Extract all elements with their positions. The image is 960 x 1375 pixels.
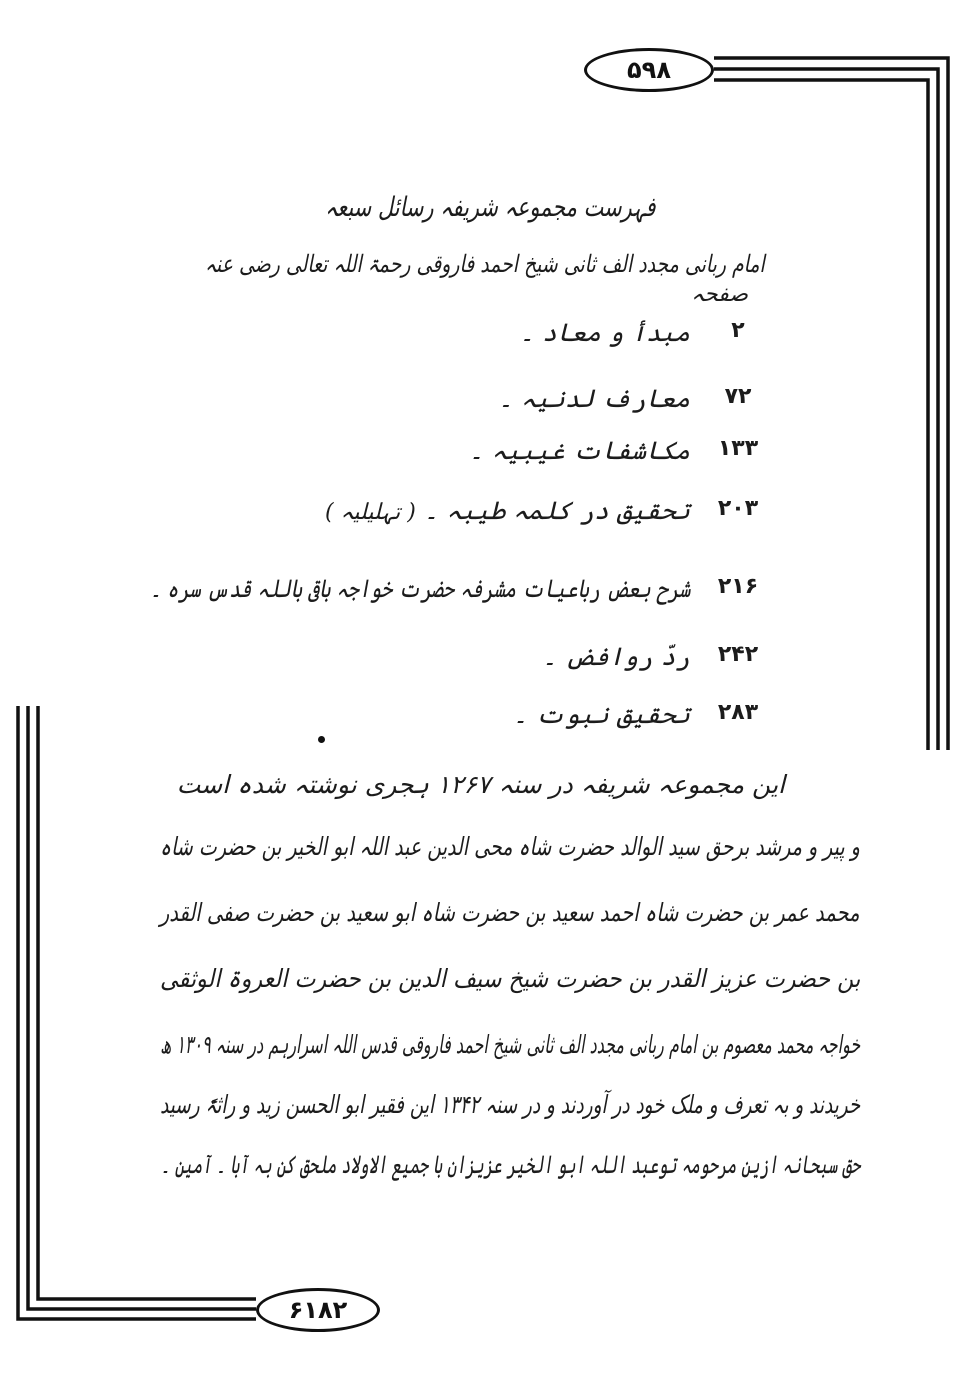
toc-row [148,574,768,610]
ink-dot [318,736,325,743]
toc-title: تحقیق نبوت ۔ [512,700,690,729]
toc-page-number: ۲ [731,318,745,343]
colophon-line: حق سبحانہ ازین مرحومہ توعبد اللہ ابو الخیر عزیزان با جمیع الاولاد ملحق کن بہ آبا ۔ آمین ۔ [160,1150,860,1179]
page-column-label: صفحہ [691,282,748,307]
toc-page-number: ۲۱۶ [717,574,759,599]
toc-page-number: ۲۰۳ [717,496,759,521]
toc-title: ردّ روافض ۔ [542,642,690,671]
toc-title [325,496,690,525]
index-title: فہرست مجموعہ شریفہ رسائل سبعہ [324,192,655,223]
colophon-line: این مجموعہ شریفہ در سنہ ۱۲۶۷ ہجری نوشتہ شدہ است [176,770,785,799]
toc-row [208,642,768,678]
author-subtitle: امام ربانی مجدد الف ثانی شیخ احمد فاروقی رحمۃ اللہ تعالی رضی عنہ [205,250,765,278]
colophon-line: خریدند و بہ تعرف و ملک خود در آوردند و در سنہ ۱۳۴۲ این فقیر ابو الحسن زید و راثۃً رسید [159,1090,860,1119]
toc-row [208,436,768,472]
toc-page-number: ۷۲ [724,384,752,409]
colophon-line: محمد عمر بن حضرت شاہ احمد سعید بن حضرت شاہ ابو سعید بن حضرت صفی القدر [160,898,860,927]
toc-row [208,384,768,420]
colophon-line: بن حضرت عزیز القدر بن حضرت شیخ سیف الدین بن حضرت العروۃ الوثقی [159,964,860,993]
toc-title: مکاشفات غیبیہ ۔ [469,436,690,465]
toc-row [208,700,768,736]
toc-page-number: ۲۸۳ [717,700,759,725]
toc-title-text: تحقیق در کلمہ طیبہ ۔ [423,496,690,525]
toc-page-number: ۲۴۲ [717,642,759,667]
top-page-number: ۵۹۸ [584,48,714,92]
toc-page-number: ۱۳۳ [717,436,759,461]
toc-title: معارف لدنیہ ۔ [498,384,690,413]
colophon-line: خواجہ محمد معصوم بن امام ربانی مجدد الف ثانی شیخ احمد فاروقی قدس اللہ اسرارہم در سنہ ۱۳۰۹ ھ [159,1030,861,1059]
toc-row [208,318,768,354]
colophon-line: و پیر و مرشد برحق سید الوالد حضرت شاہ محی الدین عبد اللہ ابو الخیر بن حضرت شاہ [160,832,860,861]
toc-row [168,496,768,532]
toc-title: شرح بعض رباعیات مشرفہ حضرت خواجہ باقی باللہ قدس سرہ ۔ [149,574,690,603]
toc-title-note: ( تہلیلیہ ) [324,500,416,525]
bottom-page-number: ۶۱۸۲ [256,1288,380,1332]
toc-title: مبدأ و معاد ۔ [519,318,690,347]
